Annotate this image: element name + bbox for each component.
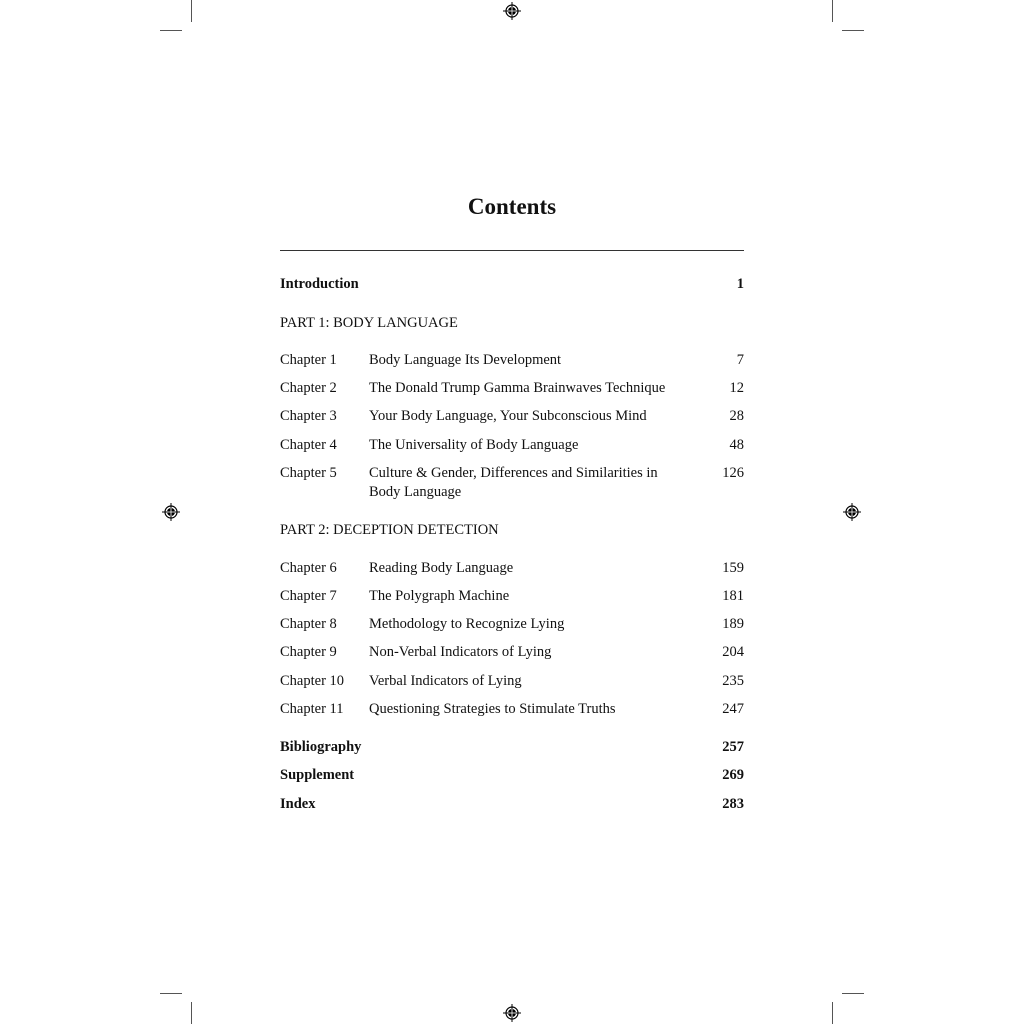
page-title: Contents [467,194,557,219]
chapter-title: The Polygraph Machine [369,588,510,604]
chapter-page: 12 [729,380,744,396]
chapter-label: Chapter 4 [280,437,337,453]
crop-mark [832,1002,833,1024]
chapter-label: Chapter 9 [280,644,337,660]
entry-page: 257 [722,739,744,755]
entry-label: Bibliography [280,739,362,755]
part-heading-text: PART 2: DECEPTION DETECTION [280,522,499,538]
crop-mark [842,993,864,994]
chapter-title: Reading Body Language [369,560,514,576]
chapter-title: Methodology to Recognize Lying [369,616,565,632]
registration-mark-icon [843,503,861,521]
chapter-label: Chapter 11 [280,701,344,717]
chapter-label: Chapter 6 [280,560,337,576]
chapter-page: 7 [736,352,744,368]
crop-mark [191,1002,192,1024]
crop-mark [160,993,182,994]
chapter-page: 204 [722,644,744,660]
chapter-page: 247 [722,701,744,717]
chapter-label: Chapter 3 [280,408,337,424]
crop-mark [842,30,864,31]
chapter-title: Culture & Gender, Differences and Similarities in Body Language [369,465,658,500]
entry-label: Supplement [280,767,355,783]
chapter-label: Chapter 10 [280,673,345,689]
part-heading-text: PART 1: BODY LANGUAGE [280,315,458,331]
chapter-label: Chapter 5 [280,465,337,481]
crop-mark [832,0,833,22]
chapter-page: 159 [722,560,744,576]
title-rule [280,250,744,251]
chapter-page: 189 [722,616,744,632]
registration-mark-icon [162,503,180,521]
chapter-page: 235 [722,673,744,689]
crop-mark [191,0,192,22]
chapter-page: 126 [722,465,744,481]
crop-mark [160,30,182,31]
chapter-title: Your Body Language, Your Subconscious Mind [369,408,647,424]
chapter-label: Chapter 1 [280,352,337,368]
chapter-label: Chapter 7 [280,588,337,604]
entry-label: Introduction [280,276,359,292]
chapter-page: 28 [729,408,744,424]
entry-label: Index [280,796,316,812]
entry-page: 269 [722,767,744,783]
chapter-page: 48 [729,437,744,453]
chapter-title: Questioning Strategies to Stimulate Truths [369,701,616,717]
registration-mark-icon [503,1004,521,1022]
chapter-title: The Donald Trump Gamma Brainwaves Technique [369,380,666,396]
chapter-title: Verbal Indicators of Lying [369,673,522,689]
chapter-label: Chapter 8 [280,616,337,632]
chapter-title: Non-Verbal Indicators of Lying [369,644,552,660]
registration-mark-icon [503,2,521,20]
chapter-page: 181 [722,588,744,604]
chapter-title: The Universality of Body Language [369,437,579,453]
entry-page: 283 [722,796,744,812]
entry-page: 1 [736,276,744,292]
chapter-title: Body Language Its Development [369,352,562,368]
chapter-label: Chapter 2 [280,380,337,396]
